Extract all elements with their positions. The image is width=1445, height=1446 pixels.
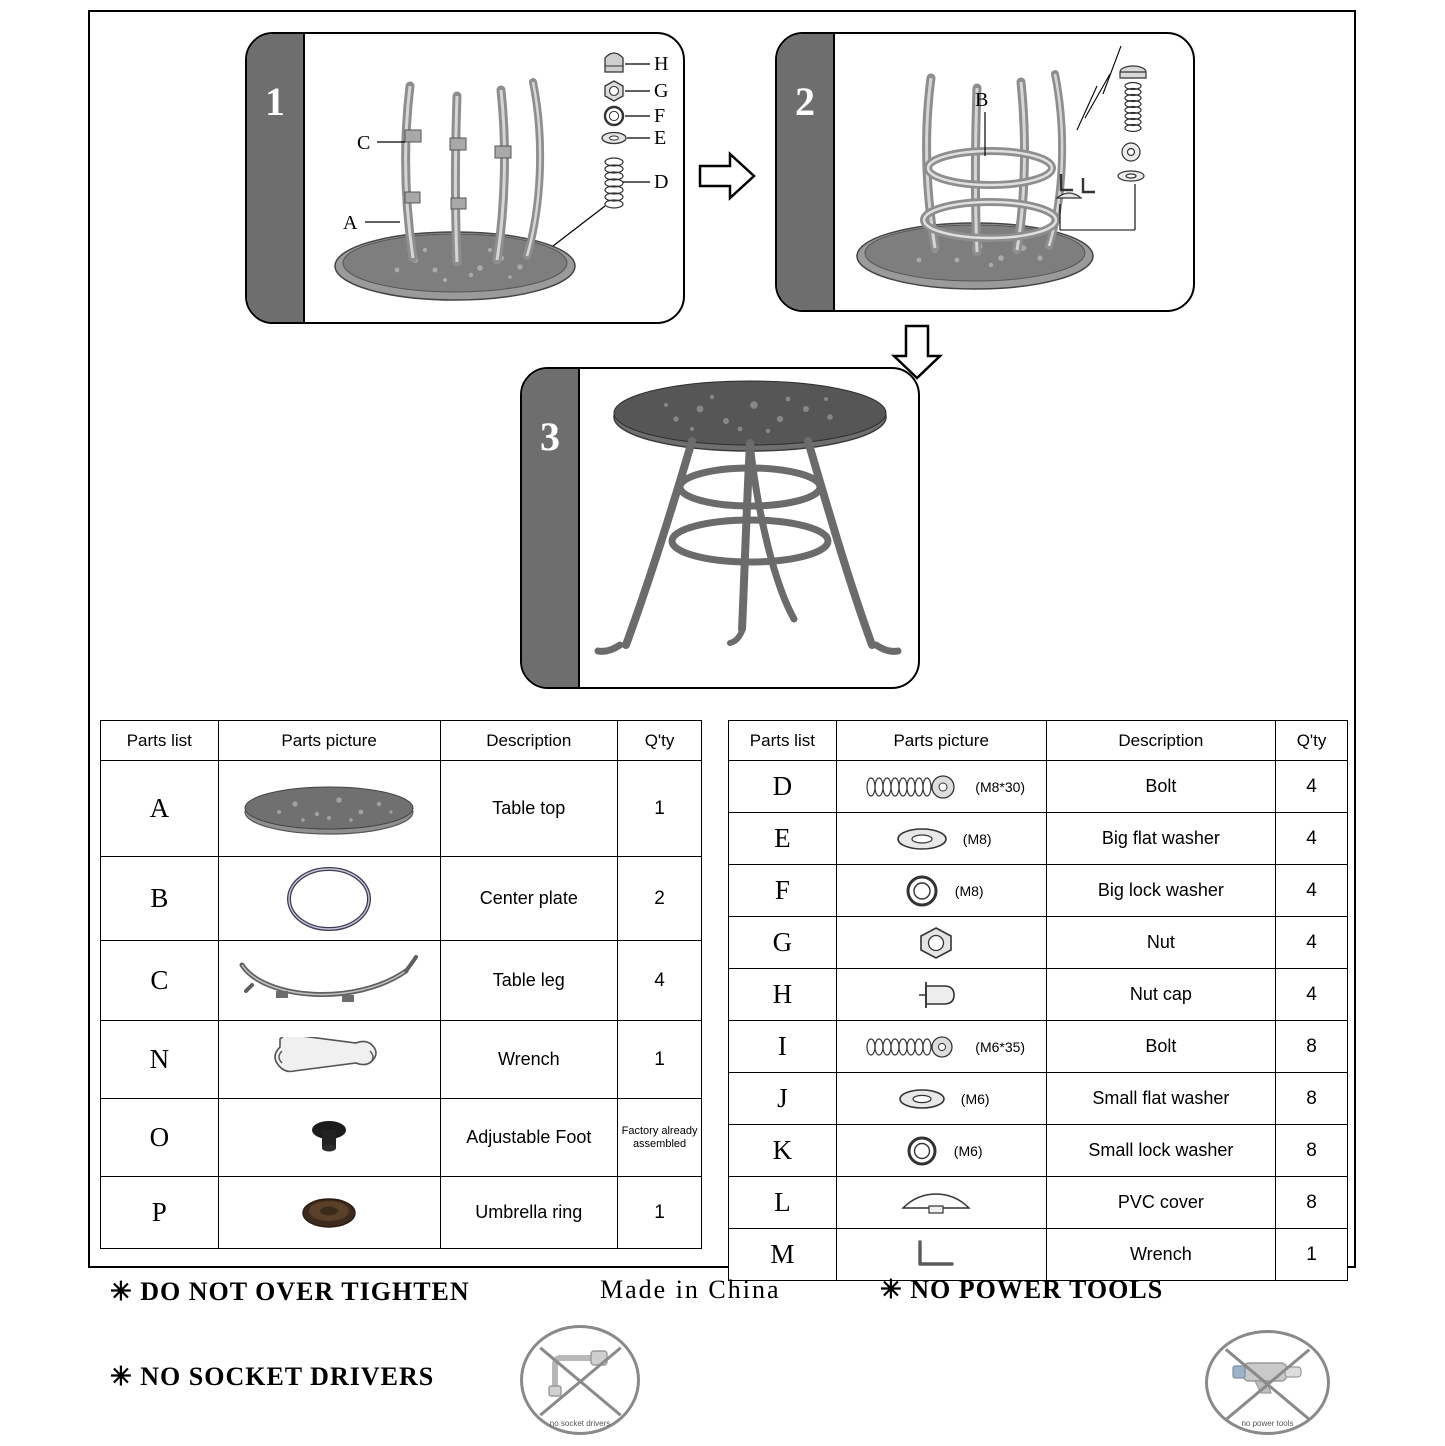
no-socket-caption: no socket drivers <box>549 1419 611 1428</box>
part-description: Bolt <box>1046 761 1275 813</box>
part-description: Nut <box>1046 917 1275 969</box>
table-row <box>729 1229 1348 1281</box>
table-row <box>729 761 1348 813</box>
table-row <box>101 1099 702 1177</box>
header-parts-picture: Parts picture <box>836 721 1046 761</box>
header-parts-list: Parts list <box>101 721 219 761</box>
part-qty: 8 <box>1276 1177 1348 1229</box>
table-right-header-row <box>729 721 1348 761</box>
part-description: Small lock washer <box>1046 1125 1275 1177</box>
part-spec: (M8*30) <box>975 778 1026 795</box>
part-description: Bolt <box>1046 1021 1275 1073</box>
part-description: Center plate <box>440 857 618 941</box>
warning-no-power-tools: ✳ NO POWER TOOLS <box>880 1275 1164 1304</box>
part-letter: A <box>101 761 219 857</box>
part-description: PVC cover <box>1046 1177 1275 1229</box>
part-description: Table leg <box>440 941 618 1021</box>
table-row <box>729 1073 1348 1125</box>
part-description: Umbrella ring <box>440 1177 618 1249</box>
part-description: Table top <box>440 761 618 857</box>
part-picture-big-flat-washer <box>836 813 1046 865</box>
table-row <box>101 1177 702 1249</box>
step-1-tab <box>247 34 305 322</box>
step-3-illustration <box>580 369 918 687</box>
no-power-caption: no power tools <box>1241 1419 1294 1428</box>
part-description: Wrench <box>440 1021 618 1099</box>
part-letter: H <box>729 969 837 1021</box>
part-letter: O <box>101 1099 219 1177</box>
svg-text:B: B <box>975 89 989 111</box>
part-spec: (M6) <box>960 1090 990 1107</box>
part-letter: G <box>729 917 837 969</box>
svg-text:A: A <box>343 212 358 234</box>
part-picture-allen-wrench <box>836 1229 1046 1281</box>
part-picture-nut-cap <box>836 969 1046 1021</box>
part-qty: 8 <box>1276 1073 1348 1125</box>
svg-text:D: D <box>654 171 669 193</box>
table-row <box>101 761 702 857</box>
part-letter: N <box>101 1021 219 1099</box>
table-row <box>729 865 1348 917</box>
step-3-panel <box>520 367 920 689</box>
part-qty: Factory already assembled <box>618 1099 702 1177</box>
part-description: Big lock washer <box>1046 865 1275 917</box>
part-letter: K <box>729 1125 837 1177</box>
step-2-panel <box>775 32 1195 312</box>
part-picture-small-lock-washer <box>836 1125 1046 1177</box>
part-spec: (M8) <box>954 882 984 899</box>
table-row <box>729 1125 1348 1177</box>
part-qty: 1 <box>1276 1229 1348 1281</box>
table-row <box>729 1177 1348 1229</box>
svg-text:F: F <box>654 105 666 127</box>
part-qty: 4 <box>1276 761 1348 813</box>
no-socket-drivers-icon <box>520 1325 640 1435</box>
part-picture-big-lock-washer <box>836 865 1046 917</box>
warning-no-socket-drivers: ✳ NO SOCKET DRIVERS <box>110 1362 435 1391</box>
step-2-illustration <box>835 34 1193 310</box>
header-parts-list: Parts list <box>729 721 837 761</box>
part-picture-pvc-cover <box>836 1177 1046 1229</box>
table-row <box>101 941 702 1021</box>
part-qty: 1 <box>618 761 702 857</box>
part-letter: C <box>101 941 219 1021</box>
part-qty: 8 <box>1276 1125 1348 1177</box>
part-qty: 4 <box>1276 813 1348 865</box>
part-spec: (M8) <box>962 830 992 847</box>
part-qty: 1 <box>618 1021 702 1099</box>
table-row <box>101 857 702 941</box>
part-picture-center-plate <box>218 857 440 941</box>
part-letter: F <box>729 865 837 917</box>
no-power-tools-icon <box>1205 1330 1330 1435</box>
header-parts-picture: Parts picture <box>218 721 440 761</box>
svg-text:C: C <box>357 132 371 154</box>
socket-driver-glyph <box>523 1342 637 1402</box>
table-row <box>729 969 1348 1021</box>
header-qty: Q'ty <box>618 721 702 761</box>
part-description: Nut cap <box>1046 969 1275 1021</box>
part-spec: (M6) <box>953 1142 983 1159</box>
svg-text:G: G <box>654 80 669 102</box>
table-row <box>729 917 1348 969</box>
part-qty: 2 <box>618 857 702 941</box>
part-letter: P <box>101 1177 219 1249</box>
step-2-number: 2 <box>795 79 815 124</box>
parts-table-right <box>728 720 1348 1281</box>
part-spec: (M6*35) <box>975 1038 1026 1055</box>
arrow-step1-to-step2 <box>696 150 758 202</box>
part-letter: J <box>729 1073 837 1125</box>
part-qty: 4 <box>1276 865 1348 917</box>
part-qty: 4 <box>1276 969 1348 1021</box>
step-1-number: 1 <box>265 79 285 124</box>
part-picture-bolt-m8 <box>836 761 1046 813</box>
power-tool-glyph <box>1208 1347 1327 1399</box>
part-qty: 4 <box>1276 917 1348 969</box>
part-qty: 8 <box>1276 1021 1348 1073</box>
part-picture-table-leg <box>218 941 440 1021</box>
step-3-tab <box>522 369 580 687</box>
part-letter: E <box>729 813 837 865</box>
part-description: Big flat washer <box>1046 813 1275 865</box>
table-row <box>101 1021 702 1099</box>
part-picture-nut <box>836 917 1046 969</box>
part-description: Small flat washer <box>1046 1073 1275 1125</box>
table-row <box>729 1021 1348 1073</box>
step-2-tab <box>777 34 835 310</box>
table-left-header-row <box>101 721 702 761</box>
instruction-sheet <box>88 10 1356 1268</box>
step-3-number: 3 <box>540 414 560 459</box>
header-description: Description <box>440 721 618 761</box>
header-description: Description <box>1046 721 1275 761</box>
part-description: Adjustable Foot <box>440 1099 618 1177</box>
part-letter: L <box>729 1177 837 1229</box>
part-picture-table-top <box>218 761 440 857</box>
svg-text:E: E <box>654 127 667 149</box>
part-letter: I <box>729 1021 837 1073</box>
part-picture-umbrella-ring <box>218 1177 440 1249</box>
part-picture-small-flat-washer <box>836 1073 1046 1125</box>
warning-do-not-over-tighten: ✳ DO NOT OVER TIGHTEN <box>110 1277 470 1306</box>
header-qty: Q'ty <box>1276 721 1348 761</box>
step-1-panel <box>245 32 685 324</box>
step-1-illustration <box>305 34 683 322</box>
part-letter: B <box>101 857 219 941</box>
table-row <box>729 813 1348 865</box>
part-picture-bolt-m6 <box>836 1021 1046 1073</box>
part-picture-adjustable-foot <box>218 1099 440 1177</box>
parts-table-left <box>100 720 702 1249</box>
part-letter: M <box>729 1229 837 1281</box>
part-qty: 4 <box>618 941 702 1021</box>
part-picture-open-wrench <box>218 1021 440 1099</box>
part-description: Wrench <box>1046 1229 1275 1281</box>
made-in-china-label: Made in China <box>600 1275 781 1304</box>
part-letter: D <box>729 761 837 813</box>
part-qty: 1 <box>618 1177 702 1249</box>
svg-text:H: H <box>654 53 669 75</box>
